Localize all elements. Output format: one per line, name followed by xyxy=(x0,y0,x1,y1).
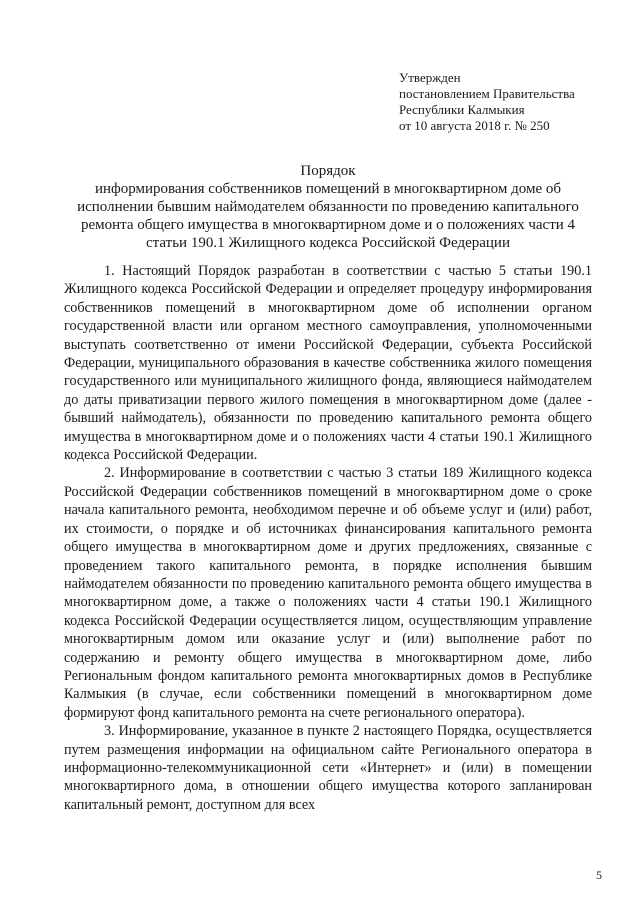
approval-line: от 10 августа 2018 г. № 250 xyxy=(399,118,550,133)
paragraph: 2. Информирование в соответствии с частью 3 статьи 189 Жилищного кодекса Российской Федерации собственников помещений в многоквартирном доме о сроке начала капитального ремонта, необходимом перечне и об объеме услуг и (или) работ, их стоимости, о порядке и об источниках финансирования капитального ремонта общего имущества в многоквартирном доме и других предложениях, связанные с проведением такого капитального ремонта, в порядке исполнения бывшим наймодателем обязанности по проведению капитального ремонта общего имущества в многоквартирном доме, а также о положениях части 4 статьи 190.1 Жилищного кодекса Российской Федерации осуществляется лицом, осуществляющим управление многоквартирным домом или оказание услуг и (или) выполнение работ по содержанию и ремонту общего имущества в многоквартирном доме, либо Региональным фондом капитального ремонта многоквартирных домов в Республике Калмыкия (в случае, если собственники помещений в многоквартирном доме формируют фонд капитального ремонта на счете регионального оператора). xyxy=(64,465,592,721)
approval-line: Утвержден xyxy=(399,70,461,85)
paragraph: 3. Информирование, указанное в пункте 2 настоящего Порядка, осуществляется путем размещения информации на официальном сайте Регионального оператора в информационно-телекоммуникационной сети «Интернет» и (или) в помещении многоквартирного дома, в отношении общего имущества которого запланирован капитальный ремонт, доступном для всех xyxy=(64,723,592,813)
document-title xyxy=(64,162,592,252)
document-body xyxy=(64,262,592,814)
approval-line: Республики Калмыкия xyxy=(399,102,525,117)
page-number: 5 xyxy=(596,868,602,882)
approval-line: постановлением Правительства xyxy=(399,86,575,101)
paragraph: 1. Настоящий Порядок разработан в соответствии с частью 5 статьи 190.1 Жилищного кодекса Российской Федерации и определяет процедуру информирования собственников помещений в многоквартирном доме об исполнении органом государственной власти или органом местного самоуправления, уполномоченными выступать соответственно от имени Российской Федерации, субъекта Российской Федерации, муниципального образования в качестве собственника жилого помещения государственного или муниципального жилищного фонда, являющиеся наймодателем до даты приватизации первого жилого помещения в многоквартирном доме (далее - бывший наймодатель), обязанности по проведению капитального ремонта общего имущества в многоквартирном доме и о положениях части 4 статьи 190.1 Жилищного кодекса Российской Федерации. xyxy=(64,263,592,464)
approval-block xyxy=(399,70,619,134)
title-heading: Порядок xyxy=(300,163,356,179)
title-subtitle: информирования собственников помещений в многоквартирном доме об исполнении бывшим наймодателем обязанности по проведению капитального ремонта общего имущества в многоквартирном доме и о положениях части 4 статьи 190.1 Жилищного кодекса Российской Федерации xyxy=(77,181,579,251)
